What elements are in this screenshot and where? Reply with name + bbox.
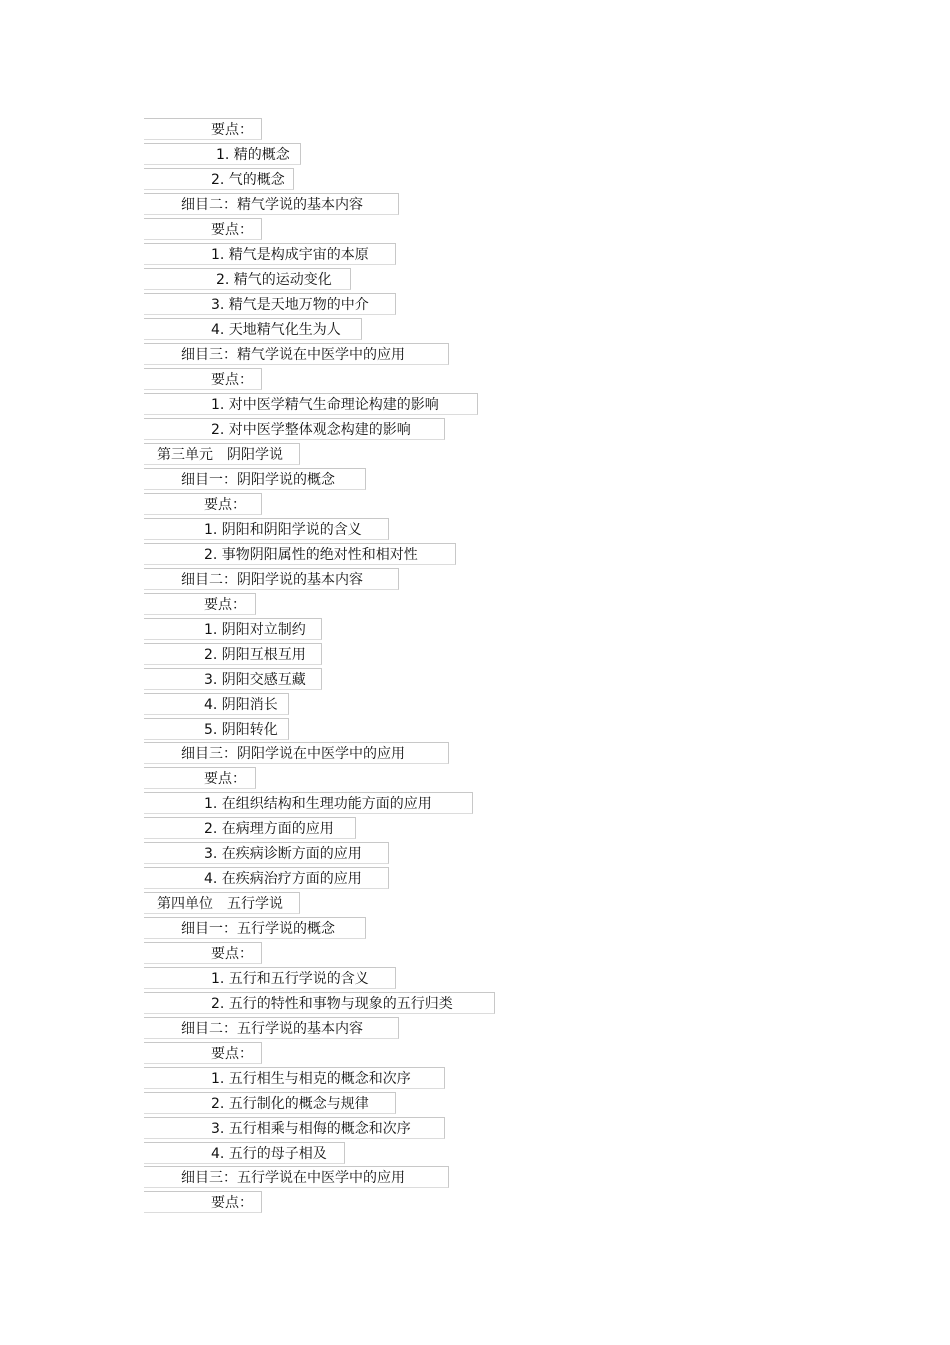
outline-row-text: 3. 五行相乘与相侮的概念和次序 [211, 1121, 411, 1137]
outline-row [144, 418, 445, 440]
outline-row [144, 568, 399, 590]
outline-row [144, 792, 473, 814]
outline-row-text: 2. 精气的运动变化 [216, 272, 332, 288]
outline-row-text: 4. 天地精气化生为人 [211, 322, 341, 338]
outline-row [144, 892, 300, 914]
outline-row [144, 343, 449, 365]
outline-row-text: 第三单元 阴阳学说 [157, 447, 283, 463]
outline-row-text: 细目一：五行学说的概念 [181, 921, 335, 937]
outline-row [144, 867, 389, 889]
outline-row-text: 细目三：阴阳学说在中医学中的应用 [181, 746, 405, 762]
outline-row [144, 1042, 262, 1064]
outline-row [144, 1092, 396, 1114]
outline-row-text: 要点： [211, 122, 253, 138]
outline-row-text: 1. 五行和五行学说的含义 [211, 971, 369, 987]
outline-row-text: 1. 对中医学精气生命理论构建的影响 [211, 397, 439, 413]
outline-row-text: 1. 在组织结构和生理功能方面的应用 [204, 796, 432, 812]
outline-row-text: 第四单位 五行学说 [157, 896, 283, 912]
outline-row [144, 1117, 445, 1139]
outline-row [144, 518, 389, 540]
outline-row [144, 967, 396, 989]
outline-row-text: 细目三：五行学说在中医学中的应用 [181, 1170, 405, 1186]
outline-row-text: 3. 在疾病诊断方面的应用 [204, 846, 362, 862]
outline-row [144, 218, 262, 240]
outline-row [144, 293, 396, 315]
outline-row [144, 718, 289, 740]
outline-row [144, 693, 289, 715]
outline-row [144, 643, 322, 665]
outline-row-text: 细目二：精气学说的基本内容 [181, 197, 363, 213]
outline-row [144, 393, 478, 415]
outline-row [144, 468, 366, 490]
outline-row [144, 767, 256, 789]
outline-row-text: 细目三：精气学说在中医学中的应用 [181, 347, 405, 363]
outline-row [144, 1067, 445, 1089]
outline-row-text: 1. 阴阳对立制约 [204, 622, 306, 638]
outline-row [144, 817, 356, 839]
outline-row [144, 992, 495, 1014]
outline-row-text: 4. 阴阳消长 [204, 697, 278, 713]
outline-row [144, 742, 449, 764]
outline-row-text: 要点： [211, 1195, 253, 1211]
outline-row [144, 368, 262, 390]
outline-row-text: 2. 在病理方面的应用 [204, 821, 334, 837]
outline-row [144, 318, 362, 340]
outline-row-text: 2. 阴阳互根互用 [204, 647, 306, 663]
outline-row-text: 细目二：五行学说的基本内容 [181, 1021, 363, 1037]
outline-row [144, 118, 262, 140]
outline-row-text: 2. 五行的特性和事物与现象的五行归类 [211, 996, 453, 1012]
outline-row-text: 2. 五行制化的概念与规律 [211, 1096, 369, 1112]
outline-row [144, 443, 300, 465]
outline-row [144, 493, 262, 515]
outline-row [144, 268, 351, 290]
outline-row-text: 要点： [211, 1046, 253, 1062]
outline-row [144, 168, 294, 190]
outline-row [144, 193, 399, 215]
outline-row-text: 细目二：阴阳学说的基本内容 [181, 572, 363, 588]
outline-row-text: 1. 阴阳和阴阳学说的含义 [204, 522, 362, 538]
outline-row-text: 要点： [204, 771, 246, 787]
outline-row-text: 1. 五行相生与相克的概念和次序 [211, 1071, 411, 1087]
outline-row [144, 543, 456, 565]
outline-row [144, 668, 322, 690]
outline-row [144, 1191, 262, 1213]
outline-row-text: 要点： [211, 946, 253, 962]
outline-row-text: 2. 对中医学整体观念构建的影响 [211, 422, 411, 438]
outline-row [144, 243, 396, 265]
outline-row [144, 842, 389, 864]
outline-row [144, 1142, 345, 1164]
outline-row-text: 要点： [211, 372, 253, 388]
outline-row [144, 593, 256, 615]
outline-row-text: 2. 事物阴阳属性的绝对性和相对性 [204, 547, 418, 563]
outline-row-text: 3. 精气是天地万物的中介 [211, 297, 369, 313]
outline-row [144, 1017, 399, 1039]
outline-row-text: 要点： [204, 597, 246, 613]
outline-row [144, 1166, 449, 1188]
outline-row-text: 1. 精的概念 [216, 147, 290, 163]
outline-row-text: 3. 阴阳交感互藏 [204, 672, 306, 688]
outline-row-text: 要点： [204, 497, 246, 513]
outline-row-text: 2. 气的概念 [211, 172, 285, 188]
outline-row [144, 917, 366, 939]
outline-row-text: 细目一：阴阳学说的概念 [181, 472, 335, 488]
outline-row [144, 143, 301, 165]
outline-row-text: 5. 阴阳转化 [204, 722, 278, 738]
outline-row [144, 942, 262, 964]
outline-row-text: 1. 精气是构成宇宙的本原 [211, 247, 369, 263]
outline-row-text: 要点： [211, 222, 253, 238]
outline-row-text: 4. 五行的母子相及 [211, 1146, 327, 1162]
outline-row-text: 4. 在疾病治疗方面的应用 [204, 871, 362, 887]
outline-row [144, 618, 322, 640]
